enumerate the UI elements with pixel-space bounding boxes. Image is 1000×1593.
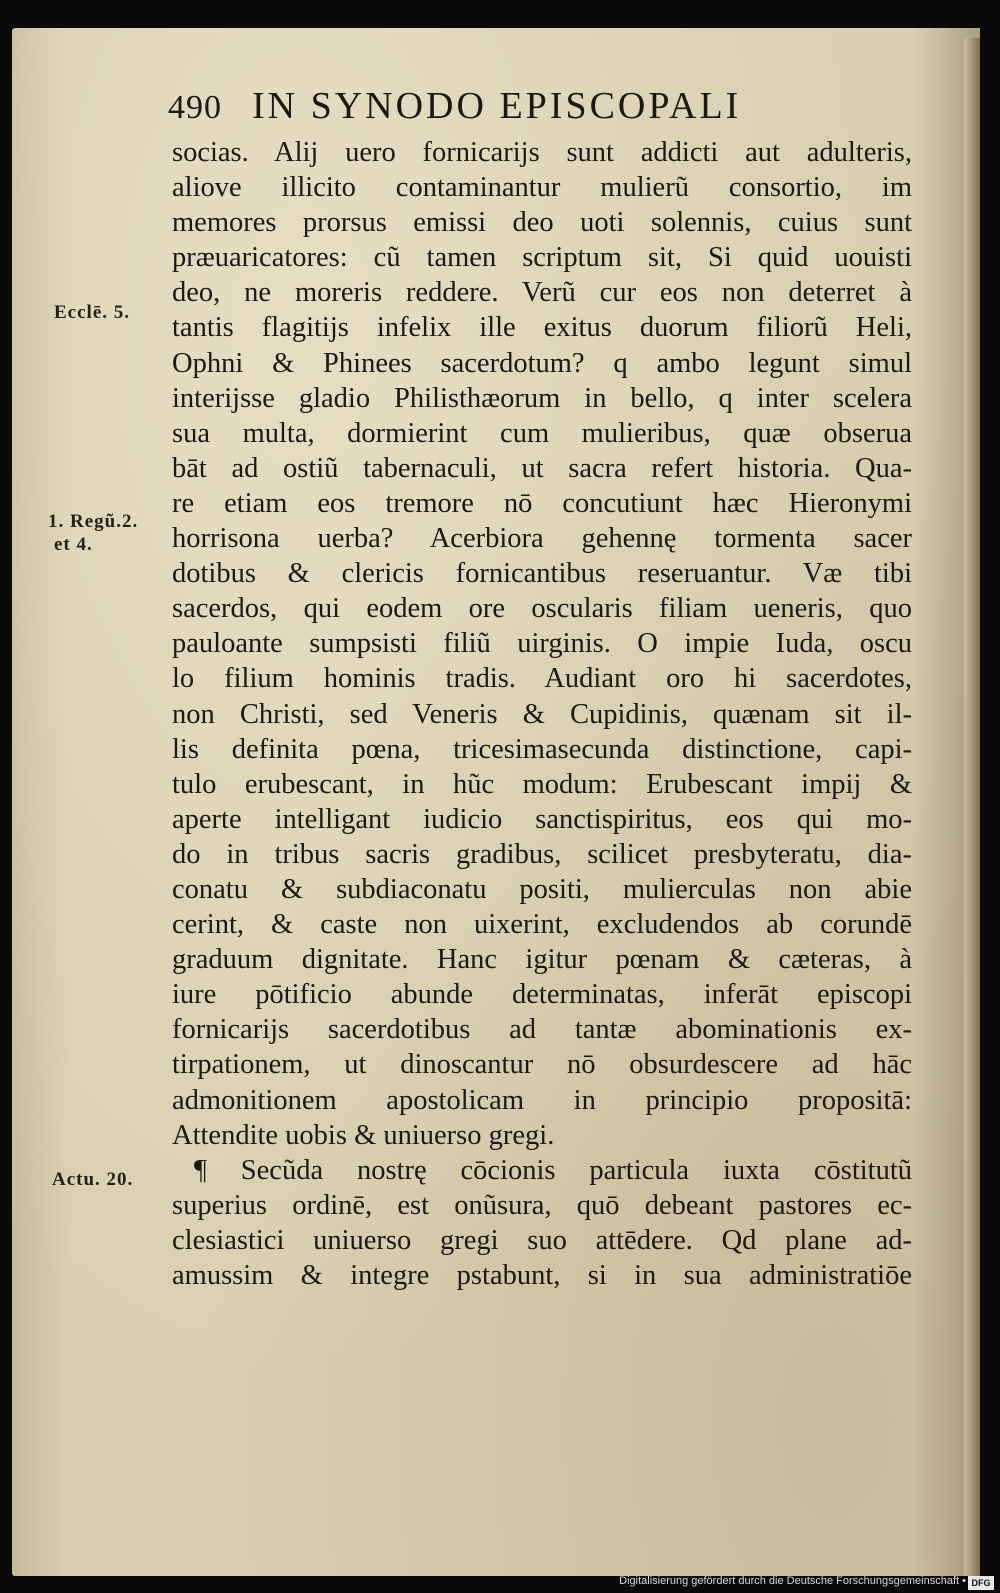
text-line: interijsse gladio Philisthæorum in bello, q inter scelera	[172, 382, 912, 414]
text-line: do in tribus sacris gradibus, scilicet presbyteratu, dia-	[172, 838, 912, 870]
text-line: tirpationem, ut dinoscantur nō obsurdescere ad hāc	[172, 1049, 912, 1081]
text-line: lis definita pœna, tricesimasecunda distinctione, capi-	[172, 733, 912, 765]
text-line: conatu & subdiaconatu positi, mulierculas non abie	[172, 873, 912, 905]
text-line: memores prorsus emissi deo uoti solennis, cuius sunt	[172, 207, 912, 239]
text-line: deo, ne moreris reddere. Verũ cur eos non deterret à	[172, 277, 912, 309]
text-line: superius ordinē, est onũsura, quō debeant pastores ec-	[172, 1189, 912, 1221]
text-line: iure pōtificio abunde determinatas, inferāt episcopi	[172, 979, 912, 1011]
text-line: graduum dignitate. Hanc igitur pœnam & cæteras, à	[172, 944, 912, 976]
text-line: sacerdos, qui eodem ore oscularis filiam ueneris, quo	[172, 593, 912, 625]
marginal-note: Actu. 20.	[52, 1169, 134, 1190]
text-line: re etiam eos tremore nō concutiunt hæc Hieronymi	[172, 487, 912, 519]
text-line: præuaricatores: cũ tamen scriptum sit, Si quid uouisti	[172, 242, 912, 274]
text-line: tulo erubescant, in hũc modum: Erubescant impij &	[172, 768, 912, 800]
running-head	[168, 84, 868, 134]
text-line: amussim & integre pstabunt, si in sua administratiōe	[172, 1260, 912, 1291]
text-line: cerint, & caste non uixerint, excludendos ab corundē	[172, 909, 912, 941]
text-line: fornicarijs sacerdotibus ad tantæ abominationis ex-	[172, 1014, 912, 1046]
text-line: tantis flagitijs infelix ille exitus duorum filiorũ Heli,	[172, 312, 912, 344]
marginal-note: et 4.	[54, 534, 93, 555]
text-line: aliove illicito contaminantur mulierũ consortio, im	[172, 172, 912, 204]
marginal-note: Ecclē. 5.	[54, 302, 131, 323]
text-line: non Christi, sed Veneris & Cupidinis, quænam sit il-	[172, 698, 912, 730]
text-line: sua multa, dormierint cum mulieribus, quæ obserua	[172, 417, 912, 449]
marginal-note: 1. Regũ.2.	[48, 511, 139, 532]
dfg-logo: DFG	[968, 1576, 994, 1590]
text-line: bāt ad ostiũ tabernaculi, ut sacra refert historia. Qua-	[172, 452, 912, 484]
page-edge	[964, 38, 980, 1576]
text-line: pauloante sumpsisti filiũ uirginis. O impie Iuda, oscu	[172, 628, 912, 660]
running-head-title: IN SYNODO EPISCOPALI	[252, 85, 742, 127]
page-number: 490	[168, 89, 222, 126]
text-line: clesiastici uniuerso gregi suo attēdere. Qd plane ad-	[172, 1224, 912, 1256]
text-line: dotibus & clericis fornicantibus reseruantur. Væ tibi	[172, 558, 912, 590]
text-line: aperte intelligant iudicio sanctispiritus, eos qui mo-	[172, 803, 912, 835]
text-line: Attendite uobis & uniuerso gregi.	[172, 1119, 555, 1151]
text-line: lo filium hominis tradis. Audiant oro hi sacerdotes,	[172, 663, 912, 695]
body-text	[172, 135, 912, 1293]
digitization-credit: Digitalisierung gefördert durch die Deutsche Forschungsgemeinschaft •	[619, 1575, 966, 1587]
text-line: horrisona uerba? Acerbiora gehennę tormenta sacer	[172, 523, 912, 555]
text-line: Ophni & Phinees sacerdotum? q ambo legunt simul	[172, 347, 912, 379]
text-line: socias. Alij uero fornicarijs sunt addicti aut adulteris,	[172, 137, 912, 168]
text-line: ¶ Secũda nostrę cōcionis particula iuxta cōstitutũ	[194, 1154, 912, 1186]
text-line: admonitionem apostolicam in principio propositā:	[172, 1084, 912, 1116]
